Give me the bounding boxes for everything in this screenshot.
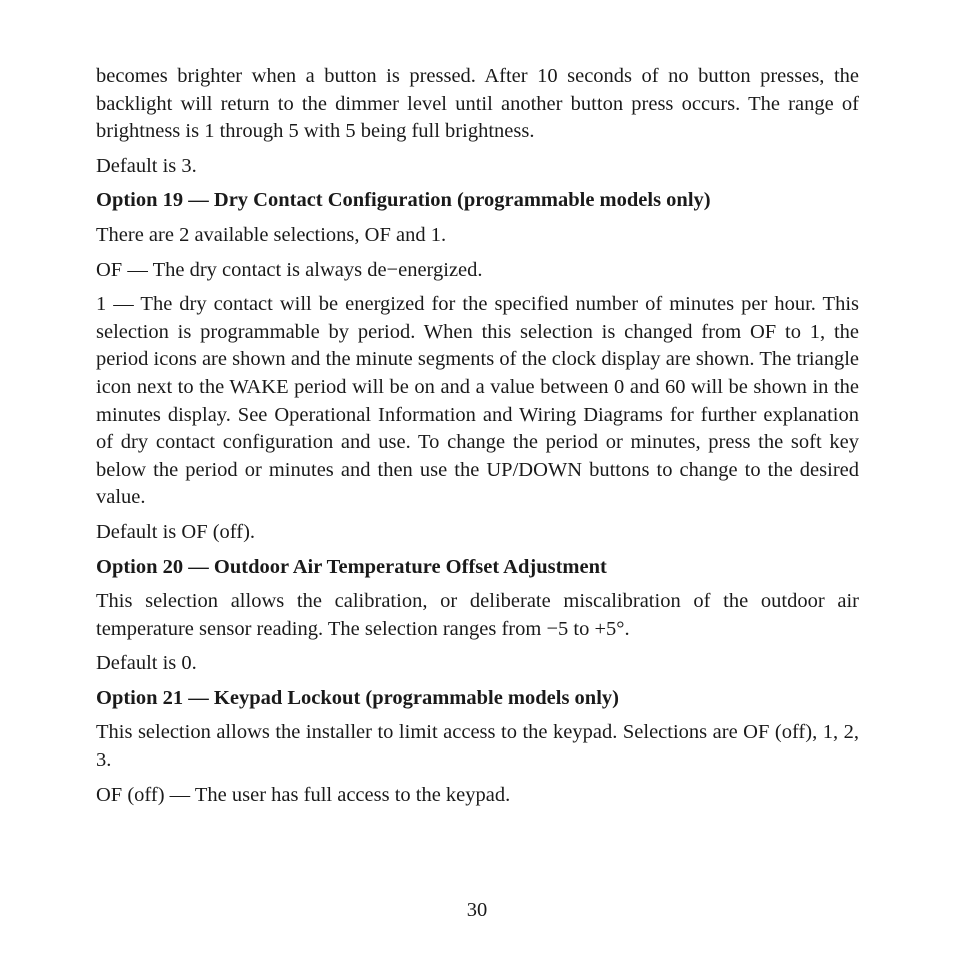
paragraph-backlight-brightness: becomes brighter when a button is pressed. After 10 seconds of no button presses, the backlight will return to the dimmer level until another button press occurs. The range of brightness is 1 through 5 with 5 being full brightness.: [96, 65, 859, 143]
paragraph-of-selection: OF — The dry contact is always de−energized.: [96, 258, 483, 281]
paragraph-default-3: Default is 3.: [96, 154, 197, 177]
paragraph-calibration: This selection allows the calibration, or deliberate miscalibration of the outdoor air temperature sensor reading. The selection ranges from −5 to +5°.: [96, 590, 859, 640]
paragraph-1-selection: 1 — The dry contact will be energized for the specified number of minutes per hour. This selection is programmable by period. When this selection is changed from OF to 1, the period icons are shown and the minute segments of the clock display are shown. The triangle icon next to the WAKE period will be on and a value between 0 and 60 will be shown in the minutes display. See Operational Information and Wiring Diagrams for further explanation of dry contact configuration and use. To change the period or minutes, press the soft key below the period or minutes and then use the UP/DOWN buttons to change to the desired value.: [96, 293, 859, 509]
heading-option-21: Option 21 — Keypad Lockout (programmable models only): [96, 686, 619, 709]
page-body: [96, 63, 859, 816]
paragraph-of-full-access: OF (off) — The user has full access to the keypad.: [96, 783, 511, 806]
heading-option-20: Option 20 — Outdoor Air Temperature Offset Adjustment: [96, 555, 607, 578]
heading-option-19: Option 19 — Dry Contact Configuration (programmable models only): [96, 189, 711, 212]
paragraph-keypad-access: This selection allows the installer to limit access to the keypad. Selections are OF (off), 1, 2, 3.: [96, 721, 859, 772]
page-number: 30: [466, 899, 488, 921]
paragraph-available-selections: There are 2 available selections, OF and 1.: [96, 223, 447, 246]
paragraph-default-0: Default is 0.: [96, 652, 197, 675]
paragraph-default-of: Default is OF (off).: [96, 520, 256, 543]
